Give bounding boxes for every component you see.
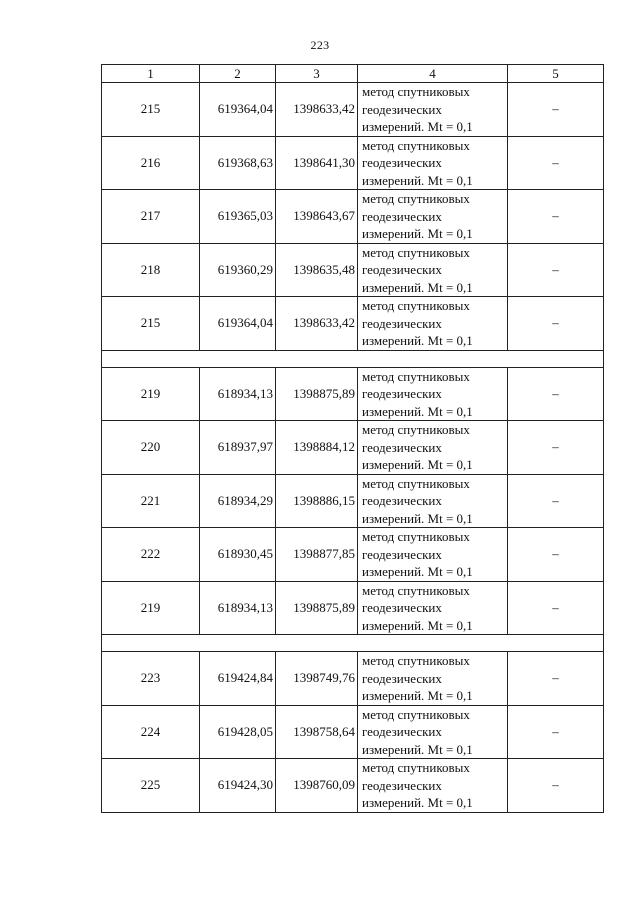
x-coordinate-cell: 619364,04	[200, 83, 276, 137]
x-coordinate-cell: 619368,63	[200, 136, 276, 190]
point-number-cell: 223	[102, 652, 200, 706]
header-row	[102, 65, 604, 83]
note-cell: –	[508, 83, 604, 137]
y-coordinate-cell: 1398884,12	[276, 421, 358, 475]
table-row	[102, 297, 604, 351]
x-coordinate-cell: 619360,29	[200, 243, 276, 297]
table-row	[102, 190, 604, 244]
x-coordinate-cell: 618934,29	[200, 474, 276, 528]
point-number-cell: 219	[102, 367, 200, 421]
point-number-cell: 218	[102, 243, 200, 297]
table-row	[102, 581, 604, 635]
header-cell-1: 1	[102, 65, 200, 83]
y-coordinate-cell: 1398875,89	[276, 581, 358, 635]
method-cell: метод спутниковых геодезических измерений. Mt = 0,1	[358, 759, 508, 813]
method-cell: метод спутниковых геодезических измерений. Mt = 0,1	[358, 421, 508, 475]
note-cell: –	[508, 297, 604, 351]
x-coordinate-cell: 618934,13	[200, 581, 276, 635]
x-coordinate-cell: 619428,05	[200, 705, 276, 759]
separator-cell	[102, 635, 604, 652]
method-cell: метод спутниковых геодезических измерений. Mt = 0,1	[358, 243, 508, 297]
y-coordinate-cell: 1398633,42	[276, 297, 358, 351]
note-cell: –	[508, 243, 604, 297]
y-coordinate-cell: 1398875,89	[276, 367, 358, 421]
method-cell: метод спутниковых геодезических измерений. Mt = 0,1	[358, 297, 508, 351]
note-cell: –	[508, 581, 604, 635]
point-number-cell: 225	[102, 759, 200, 813]
page-number: 223	[310, 38, 330, 52]
table-row	[102, 136, 604, 190]
table-row	[102, 83, 604, 137]
x-coordinate-cell: 618930,45	[200, 528, 276, 582]
note-cell: –	[508, 705, 604, 759]
point-number-cell: 217	[102, 190, 200, 244]
y-coordinate-cell: 1398633,42	[276, 83, 358, 137]
method-cell: метод спутниковых геодезических измерений. Mt = 0,1	[358, 652, 508, 706]
x-coordinate-cell: 619364,04	[200, 297, 276, 351]
point-number-cell: 219	[102, 581, 200, 635]
x-coordinate-cell: 618934,13	[200, 367, 276, 421]
header-cell-3: 3	[276, 65, 358, 83]
point-number-cell: 216	[102, 136, 200, 190]
point-number-cell: 224	[102, 705, 200, 759]
note-cell: –	[508, 421, 604, 475]
separator-row	[102, 350, 604, 367]
table-row	[102, 367, 604, 421]
note-cell: –	[508, 474, 604, 528]
x-coordinate-cell: 619365,03	[200, 190, 276, 244]
y-coordinate-cell: 1398758,64	[276, 705, 358, 759]
method-cell: метод спутниковых геодезических измерений. Mt = 0,1	[358, 528, 508, 582]
note-cell: –	[508, 759, 604, 813]
table-row	[102, 243, 604, 297]
y-coordinate-cell: 1398641,30	[276, 136, 358, 190]
point-number-cell: 215	[102, 297, 200, 351]
y-coordinate-cell: 1398749,76	[276, 652, 358, 706]
y-coordinate-cell: 1398760,09	[276, 759, 358, 813]
note-cell: –	[508, 528, 604, 582]
y-coordinate-cell: 1398886,15	[276, 474, 358, 528]
note-cell: –	[508, 190, 604, 244]
point-number-cell: 220	[102, 421, 200, 475]
method-cell: метод спутниковых геодезических измерений. Mt = 0,1	[358, 83, 508, 137]
table-row	[102, 474, 604, 528]
method-cell: метод спутниковых геодезических измерений. Mt = 0,1	[358, 581, 508, 635]
note-cell: –	[508, 367, 604, 421]
header-cell-2: 2	[200, 65, 276, 83]
method-cell: метод спутниковых геодезических измерений. Mt = 0,1	[358, 367, 508, 421]
y-coordinate-cell: 1398877,85	[276, 528, 358, 582]
y-coordinate-cell: 1398643,67	[276, 190, 358, 244]
table-body	[102, 65, 604, 813]
point-number-cell: 222	[102, 528, 200, 582]
note-cell: –	[508, 652, 604, 706]
x-coordinate-cell: 618937,97	[200, 421, 276, 475]
x-coordinate-cell: 619424,30	[200, 759, 276, 813]
separator-cell	[102, 350, 604, 367]
separator-row	[102, 635, 604, 652]
table-row	[102, 652, 604, 706]
table-row	[102, 759, 604, 813]
table-row	[102, 528, 604, 582]
coordinates-table	[101, 64, 604, 813]
note-cell: –	[508, 136, 604, 190]
x-coordinate-cell: 619424,84	[200, 652, 276, 706]
header-cell-5: 5	[508, 65, 604, 83]
table-row	[102, 421, 604, 475]
table-row	[102, 705, 604, 759]
method-cell: метод спутниковых геодезических измерений. Mt = 0,1	[358, 190, 508, 244]
point-number-cell: 215	[102, 83, 200, 137]
method-cell: метод спутниковых геодезических измерений. Mt = 0,1	[358, 136, 508, 190]
header-cell-4: 4	[358, 65, 508, 83]
method-cell: метод спутниковых геодезических измерений. Mt = 0,1	[358, 705, 508, 759]
y-coordinate-cell: 1398635,48	[276, 243, 358, 297]
method-cell: метод спутниковых геодезических измерений. Mt = 0,1	[358, 474, 508, 528]
point-number-cell: 221	[102, 474, 200, 528]
